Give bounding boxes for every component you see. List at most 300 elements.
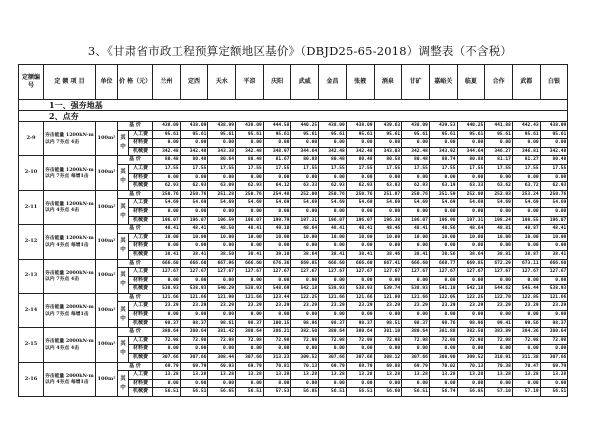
of-which-label: 其中 xyxy=(118,130,129,156)
base-value: 80.48 xyxy=(402,156,430,165)
machine-value: 309.52 xyxy=(457,354,485,363)
labor-value: 10.00 xyxy=(485,233,513,242)
material-value: 0.00 xyxy=(429,379,457,388)
base-value: 48.41 xyxy=(346,225,374,234)
machine-value: 63.03 xyxy=(374,182,402,191)
labor-value: 95.61 xyxy=(429,130,457,139)
material-value: 0.00 xyxy=(429,173,457,182)
material-value: 0.00 xyxy=(429,311,457,320)
base-price-label: 基 价 xyxy=(118,328,153,337)
labor-value: 54.69 xyxy=(180,199,208,208)
labor-value: 95.61 xyxy=(346,130,374,139)
base-value: 382.50 xyxy=(457,328,485,337)
base-value: 121.66 xyxy=(402,293,430,302)
labor-value: 54.69 xyxy=(236,199,264,208)
material-value: 0.00 xyxy=(429,139,457,148)
machine-value: 197.31 xyxy=(457,216,485,225)
machine-value: 38.64 xyxy=(291,250,319,259)
base-value: 252.00 xyxy=(457,190,485,199)
material-value: 0.00 xyxy=(402,242,430,251)
material-value: 0.00 xyxy=(319,242,347,251)
material-value: 0.00 xyxy=(180,379,208,388)
base-value: 438.09 xyxy=(180,122,208,131)
quota-code: 2-14 xyxy=(19,293,44,327)
machine-value: 307.66 xyxy=(319,354,347,363)
labor-value: 23.29 xyxy=(346,302,374,311)
base-value: 48.41 xyxy=(180,225,208,234)
labor-value: 127.67 xyxy=(180,268,208,277)
machine-value: 100.15 xyxy=(263,319,291,328)
labor-value: 127.67 xyxy=(457,268,485,277)
material-value: 0.00 xyxy=(457,207,485,216)
base-value: 69.79 xyxy=(402,362,430,371)
machine-value: 538.93 xyxy=(153,285,181,294)
base-price-label: 基 价 xyxy=(118,156,153,165)
machine-value: 99.41 xyxy=(485,319,513,328)
base-value: 250.76 xyxy=(153,190,181,199)
material-value: 0.00 xyxy=(263,276,291,285)
material-value: 0.00 xyxy=(540,345,568,354)
labor-value: 72.98 xyxy=(402,336,430,345)
machine-value: 308.90 xyxy=(429,354,457,363)
machine-value: 308.12 xyxy=(374,354,402,363)
material-value: 0.00 xyxy=(263,379,291,388)
base-value: 49.10 xyxy=(263,225,291,234)
machine-value: 56.60 xyxy=(374,388,402,397)
quota-item: 夯击能量 1200kN·m以内 7夯点 每增1击 xyxy=(44,156,96,190)
labor-value: 13.28 xyxy=(180,371,208,380)
labor-value: 127.67 xyxy=(208,268,236,277)
material-value: 0.00 xyxy=(540,207,568,216)
machine-value: 196.90 xyxy=(429,216,457,225)
machine-value: 307.66 xyxy=(540,354,568,363)
base-value: 70.81 xyxy=(263,362,291,371)
base-value: 381.88 xyxy=(429,328,457,337)
machine-value: 98.37 xyxy=(319,319,347,328)
labor-value: 95.61 xyxy=(374,130,402,139)
labor-value: 127.67 xyxy=(512,268,540,277)
machine-value: 98.61 xyxy=(208,319,236,328)
quota-unit: 100m² xyxy=(96,156,118,190)
labor-value: 23.29 xyxy=(319,302,347,311)
header-code: 定额编号 xyxy=(19,65,44,100)
machine-value: 538.93 xyxy=(402,285,430,294)
header-item: 定 额 项 目 xyxy=(44,65,96,100)
machine-value: 98.37 xyxy=(402,319,430,328)
material-value: 0.00 xyxy=(153,242,181,251)
labor-value: 10.00 xyxy=(291,233,319,242)
header-city: 嘉峪关 xyxy=(429,65,457,100)
labor-value: 23.29 xyxy=(540,302,568,311)
machine-value: 538.93 xyxy=(319,285,347,294)
labor-value: 95.61 xyxy=(263,130,291,139)
base-value: 70.38 xyxy=(485,362,513,371)
labor-value: 10.00 xyxy=(457,233,485,242)
labor-value: 17.55 xyxy=(485,164,513,173)
machine-value: 56.51 xyxy=(180,388,208,397)
material-value: 0.00 xyxy=(208,276,236,285)
base-value: 438.99 xyxy=(208,122,236,131)
material-value: 0.00 xyxy=(291,207,319,216)
quota-code: 2-9 xyxy=(19,122,44,156)
header-city: 天水 xyxy=(208,65,236,100)
machine-value: 63.33 xyxy=(291,182,319,191)
machine-value: 307.66 xyxy=(346,354,374,363)
base-value: 122.25 xyxy=(457,293,485,302)
labor-value: 95.61 xyxy=(402,130,430,139)
machine-value: 348.97 xyxy=(263,147,291,156)
base-value: 381.10 xyxy=(374,328,402,337)
labor-value: 72.98 xyxy=(512,336,540,345)
material-value: 0.00 xyxy=(457,345,485,354)
machine-value: 307.66 xyxy=(402,354,430,363)
machine-value: 196.59 xyxy=(208,216,236,225)
machine-value: 544.62 xyxy=(485,285,513,294)
base-price-label: 基 价 xyxy=(118,293,153,302)
labor-value: 10.00 xyxy=(153,233,181,242)
labor-value: 54.69 xyxy=(429,199,457,208)
labor-value: 95.61 xyxy=(457,130,485,139)
quota-item: 夯击能量 1200kN·m以内 4夯点 4击 xyxy=(44,190,96,224)
labor-value: 127.67 xyxy=(319,268,347,277)
machine-value: 538.93 xyxy=(346,285,374,294)
section-row xyxy=(19,100,568,111)
document-title: 3、《甘肃省市政工程预算定额地区基价》（DBJD25-65-2018）调整表（不含税） xyxy=(87,44,513,58)
base-value: 380.64 xyxy=(153,328,181,337)
labor-value: 13.28 xyxy=(429,371,457,380)
machine-value: 56.85 xyxy=(457,388,485,397)
base-value: 69.79 xyxy=(153,362,181,371)
labor-value: 54.69 xyxy=(346,199,374,208)
machine-value: 56.51 xyxy=(346,388,374,397)
material-value: 0.00 xyxy=(457,139,485,148)
labor-label: 人工费 xyxy=(129,336,153,345)
base-value: 69.88 xyxy=(374,362,402,371)
machine-value: 38.41 xyxy=(236,250,264,259)
machine-value: 308.44 xyxy=(208,354,236,363)
labor-value: 23.29 xyxy=(429,302,457,311)
machine-value: 56.51 xyxy=(319,388,347,397)
base-value: 80.48 xyxy=(236,156,264,165)
base-price-label: 基 价 xyxy=(118,122,153,131)
machine-value: 56.85 xyxy=(291,388,319,397)
machine-value: 38.41 xyxy=(180,250,208,259)
machine-value: 196.07 xyxy=(180,216,208,225)
material-value: 0.00 xyxy=(291,379,319,388)
machine-value: 62.93 xyxy=(180,182,208,191)
material-value: 0.00 xyxy=(485,207,513,216)
machine-value: 346.27 xyxy=(485,147,513,156)
header-price: 价 格（元） xyxy=(118,65,153,100)
machine-value: 545.44 xyxy=(512,285,540,294)
labor-value: 72.98 xyxy=(263,336,291,345)
material-value: 0.00 xyxy=(402,345,430,354)
machine-value: 62.93 xyxy=(319,182,347,191)
machine-value: 98.51 xyxy=(374,319,402,328)
labor-value: 127.67 xyxy=(540,268,568,277)
machine-value: 56.51 xyxy=(153,388,181,397)
material-value: 0.00 xyxy=(346,242,374,251)
material-value: 0.00 xyxy=(429,276,457,285)
base-value: 380.64 xyxy=(346,328,374,337)
material-value: 0.00 xyxy=(374,207,402,216)
machine-value: 542.18 xyxy=(457,285,485,294)
base-value: 81.27 xyxy=(512,156,540,165)
base-value: 122.05 xyxy=(429,293,457,302)
base-value: 384.36 xyxy=(512,328,540,337)
base-value: 439.53 xyxy=(429,122,457,131)
base-value: 667.96 xyxy=(208,259,236,268)
quota-unit: 100m² xyxy=(96,293,118,327)
labor-value: 17.55 xyxy=(153,164,181,173)
quota-unit: 100m² xyxy=(96,328,118,362)
base-value: 80.88 xyxy=(291,156,319,165)
base-value: 666.60 xyxy=(540,259,568,268)
of-which-label: 其中 xyxy=(118,268,129,294)
material-value: 0.00 xyxy=(291,276,319,285)
quota-unit: 100m² xyxy=(96,225,118,259)
labor-value: 72.98 xyxy=(153,336,181,345)
labor-value: 10.00 xyxy=(180,233,208,242)
material-value: 0.00 xyxy=(485,139,513,148)
base-value: 440.25 xyxy=(457,122,485,131)
of-which-label: 其中 xyxy=(118,371,129,397)
machine-value: 38.41 xyxy=(402,250,430,259)
material-value: 0.00 xyxy=(429,242,457,251)
base-value: 121.90 xyxy=(208,293,236,302)
base-value: 48.87 xyxy=(512,225,540,234)
base-value: 48.50 xyxy=(208,225,236,234)
base-value: 250.76 xyxy=(402,190,430,199)
quota-item: 夯击能量 2000kN·m以内 4夯点 每增1击 xyxy=(44,362,96,396)
labor-value: 17.55 xyxy=(402,164,430,173)
material-value: 0.00 xyxy=(402,173,430,182)
base-value: 250.76 xyxy=(180,190,208,199)
labor-value: 10.00 xyxy=(319,233,347,242)
quota-item: 夯击能量 2000kN·m以内 7夯点 每增1击 xyxy=(44,293,96,327)
base-value: 380.64 xyxy=(402,328,430,337)
machine-value: 64.12 xyxy=(263,182,291,191)
material-value: 0.00 xyxy=(485,379,513,388)
base-value: 80.88 xyxy=(457,156,485,165)
material-value: 0.00 xyxy=(263,345,291,354)
base-value: 80.64 xyxy=(208,156,236,165)
labor-label: 人工费 xyxy=(129,130,153,139)
labor-value: 54.69 xyxy=(291,199,319,208)
machine-value: 98.37 xyxy=(180,319,208,328)
base-value: 121.66 xyxy=(540,293,568,302)
machine-value: 342.48 xyxy=(236,147,264,156)
machine-value: 540.29 xyxy=(208,285,236,294)
machine-value: 199.79 xyxy=(263,216,291,225)
labor-value: 10.00 xyxy=(512,233,540,242)
base-value: 69.79 xyxy=(346,362,374,371)
base-value: 438.09 xyxy=(402,122,430,131)
machine-value: 307.66 xyxy=(180,354,208,363)
base-value: 69.79 xyxy=(540,362,568,371)
labor-value: 127.67 xyxy=(374,268,402,277)
material-value: 0.00 xyxy=(236,242,264,251)
material-value: 0.00 xyxy=(457,242,485,251)
labor-label: 人工费 xyxy=(129,302,153,311)
machine-value: 548.69 xyxy=(263,285,291,294)
machine-value: 57.19 xyxy=(512,388,540,397)
machine-value: 538.93 xyxy=(180,285,208,294)
material-value: 0.00 xyxy=(402,311,430,320)
base-value: 676.36 xyxy=(263,259,291,268)
base-value: 251.28 xyxy=(208,190,236,199)
machine-value: 198.24 xyxy=(485,216,513,225)
labor-value: 13.28 xyxy=(263,371,291,380)
material-value: 0.00 xyxy=(402,276,430,285)
labor-value: 17.55 xyxy=(291,164,319,173)
machine-value: 98.37 xyxy=(153,319,181,328)
labor-value: 23.29 xyxy=(374,302,402,311)
material-value: 0.00 xyxy=(180,345,208,354)
material-value: 0.00 xyxy=(540,139,568,148)
labor-value: 13.28 xyxy=(540,371,568,380)
material-value: 0.00 xyxy=(153,379,181,388)
machine-value: 98.37 xyxy=(346,319,374,328)
machine-value: 198.55 xyxy=(512,216,540,225)
base-value: 80.58 xyxy=(374,156,402,165)
base-value: 380.64 xyxy=(319,328,347,337)
machine-value: 196.38 xyxy=(374,216,402,225)
material-value: 0.00 xyxy=(153,207,181,216)
labor-value: 17.55 xyxy=(208,164,236,173)
labor-value: 54.69 xyxy=(457,199,485,208)
material-value: 0.00 xyxy=(346,311,374,320)
labor-value: 23.29 xyxy=(402,302,430,311)
machine-value: 62.93 xyxy=(402,182,430,191)
base-value: 69.79 xyxy=(319,362,347,371)
material-value: 0.00 xyxy=(512,173,540,182)
price-adjustment-table xyxy=(18,64,568,397)
machine-value: 57.53 xyxy=(263,388,291,397)
labor-value: 72.98 xyxy=(457,336,485,345)
labor-value: 17.55 xyxy=(512,164,540,173)
header-city: 酒泉 xyxy=(374,65,402,100)
base-value: 80.48 xyxy=(180,156,208,165)
labor-value: 17.55 xyxy=(457,164,485,173)
machine-value: 196.07 xyxy=(402,216,430,225)
machine-value: 538.93 xyxy=(236,285,264,294)
machine-value: 56.65 xyxy=(208,388,236,397)
material-value: 0.00 xyxy=(263,207,291,216)
base-value: 48.56 xyxy=(429,225,457,234)
material-value: 0.00 xyxy=(485,345,513,354)
material-value: 0.00 xyxy=(512,311,540,320)
quota-code: 2-15 xyxy=(19,328,44,362)
machine-value: 343.38 xyxy=(208,147,236,156)
base-value: 121.80 xyxy=(374,293,402,302)
base-value: 380.64 xyxy=(236,328,264,337)
labor-value: 72.98 xyxy=(208,336,236,345)
machine-value: 57.10 xyxy=(485,388,513,397)
base-value: 666.60 xyxy=(236,259,264,268)
labor-value: 23.29 xyxy=(485,302,513,311)
material-value: 0.00 xyxy=(180,276,208,285)
machine-label: 机械费 xyxy=(129,319,153,328)
base-value: 250.76 xyxy=(319,190,347,199)
labor-value: 127.67 xyxy=(485,268,513,277)
labor-value: 10.00 xyxy=(208,233,236,242)
base-value: 70.47 xyxy=(512,362,540,371)
material-value: 0.00 xyxy=(208,379,236,388)
labor-value: 72.98 xyxy=(485,336,513,345)
labor-value: 23.29 xyxy=(180,302,208,311)
header-city: 平凉 xyxy=(236,65,264,100)
machine-value: 38.41 xyxy=(319,250,347,259)
base-value: 121.66 xyxy=(153,293,181,302)
machine-value: 309.52 xyxy=(291,354,319,363)
machine-value: 98.76 xyxy=(429,319,457,328)
of-which-label: 其中 xyxy=(118,302,129,328)
machine-value: 313.23 xyxy=(263,354,291,363)
labor-value: 17.55 xyxy=(319,164,347,173)
material-label: 材料费 xyxy=(129,207,153,216)
labor-value: 13.28 xyxy=(512,371,540,380)
table-row-base xyxy=(19,259,568,268)
machine-value: 196.07 xyxy=(153,216,181,225)
quota-code: 2-16 xyxy=(19,362,44,396)
quota-item: 夯击能量 2000kN·m以内 7夯点 4击 xyxy=(44,259,96,293)
labor-value: 13.28 xyxy=(346,371,374,380)
labor-value: 54.69 xyxy=(402,199,430,208)
quota-code: 2-11 xyxy=(19,190,44,224)
material-value: 0.00 xyxy=(374,276,402,285)
labor-value: 95.61 xyxy=(236,130,264,139)
quota-unit: 100m² xyxy=(96,259,118,293)
base-value: 122.25 xyxy=(291,293,319,302)
base-value: 438.09 xyxy=(153,122,181,131)
material-value: 0.00 xyxy=(263,173,291,182)
machine-value: 38.50 xyxy=(208,250,236,259)
base-value: 48.41 xyxy=(236,225,264,234)
base-value: 69.79 xyxy=(236,362,264,371)
machine-value: 38.81 xyxy=(485,250,513,259)
material-value: 0.00 xyxy=(457,173,485,182)
machine-value: 343.92 xyxy=(429,147,457,156)
material-label: 材料费 xyxy=(129,345,153,354)
material-value: 0.00 xyxy=(180,139,208,148)
material-value: 0.00 xyxy=(208,242,236,251)
labor-value: 95.61 xyxy=(485,130,513,139)
machine-value: 342.48 xyxy=(180,147,208,156)
header-city: 临夏 xyxy=(457,65,485,100)
base-value: 667.41 xyxy=(374,259,402,268)
material-value: 0.00 xyxy=(208,173,236,182)
quota-unit: 100m² xyxy=(96,362,118,396)
material-value: 0.00 xyxy=(319,276,347,285)
material-value: 0.00 xyxy=(319,207,347,216)
table-row-base xyxy=(19,293,568,302)
machine-value: 344.64 xyxy=(457,147,485,156)
material-value: 0.00 xyxy=(512,345,540,354)
base-value: 666.60 xyxy=(402,259,430,268)
base-value: 254.48 xyxy=(263,190,291,199)
machine-value: 63.72 xyxy=(512,182,540,191)
table-header-row xyxy=(19,65,568,100)
machine-value: 342.48 xyxy=(346,147,374,156)
material-value: 0.00 xyxy=(485,173,513,182)
base-value: 80.48 xyxy=(540,156,568,165)
base-value: 70.13 xyxy=(291,362,319,371)
labor-value: 13.28 xyxy=(402,371,430,380)
labor-value: 95.61 xyxy=(512,130,540,139)
base-value: 251.07 xyxy=(374,190,402,199)
labor-value: 10.00 xyxy=(540,233,568,242)
